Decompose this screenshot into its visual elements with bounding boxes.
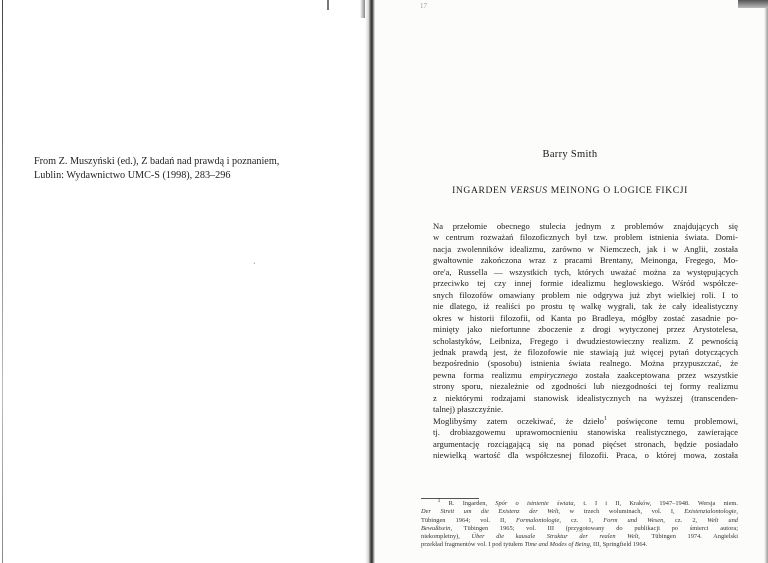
footnote-italic: Der Streit um die Existenz der Welt <box>421 508 559 516</box>
body-text: pewna forma realizmu <box>433 369 530 380</box>
body-line: niewielką wartość dla współczesnej filozofii. Praca, o której mowa, została <box>433 450 738 461</box>
left-page <box>0 0 372 563</box>
footnote-line <box>421 525 738 533</box>
paragraph-2 <box>421 416 738 462</box>
body-line: minięty jako niefortunne zboczenie z drogi wytyczonej przez Arystotelesa, <box>433 324 738 335</box>
margin-tick: ˎ <box>253 255 256 264</box>
footnote-italic: Form und Wesen <box>603 516 664 524</box>
body-line: strony sporu, niezależnie od zgodności lub niezgodności tej formy realizmu <box>433 381 738 392</box>
body-line: z niektórymi rodzajami stanowisk idealistycznych na wyższej (transcenden- <box>433 392 738 403</box>
body-line: okres w historii filozofii, od Kanta po Bradleya, mógłby zostać zasadnie po- <box>433 312 738 323</box>
footnote-italic: Bewußtsein <box>421 524 451 532</box>
body-line: talnej) płaszczyźnie. <box>433 404 504 415</box>
footnote-ref: 1 <box>603 415 607 422</box>
body-line: tj. drobiazgowemu uprawomocnieniu stanowiska realistycznego, zawierające <box>433 427 738 438</box>
footnote-italic: Formalontologie <box>516 516 560 524</box>
article-body <box>421 221 738 462</box>
title-part-2: MEINONG O LOGICE FIKCJI <box>547 185 688 196</box>
footnote-text: R. Ingarden, <box>440 500 496 507</box>
book-spine <box>365 0 375 563</box>
footnote-text: , Tübingen 1965; vol. III (przygotowany do publikacji po śmierci autora; <box>450 524 738 532</box>
footnote-text: , cz. 2, <box>663 516 708 524</box>
body-line: nie dlatego, iż realiści po prostu tę walkę wygrali, tak że cały idealistyczny <box>433 301 738 312</box>
footnote-line <box>421 508 738 516</box>
emphasis-text: empirycznego <box>529 369 578 380</box>
body-line: przeciwko tej czy innej formie idealizmu heglowskiego. Wśród współcze- <box>433 278 738 289</box>
footnote-line <box>421 517 738 525</box>
binding-mark <box>327 0 329 10</box>
body-line: Na przełomie obecnego stulecia jednym z problemów znajdujących się <box>433 221 738 231</box>
body-line <box>421 370 738 381</box>
footnote-line <box>421 541 738 549</box>
citation-line-2: Lublin: Wydawnictwo UMC-S (1998), 283–296 <box>34 169 231 181</box>
footnote-italic: Spór o istnienie świata <box>495 500 574 507</box>
right-page-corner <box>738 0 768 8</box>
footnote-text: , <box>736 508 738 516</box>
footnote-italic: Welt und <box>707 516 738 524</box>
body-text: została zaakceptowana przez wszystkie <box>577 369 738 380</box>
title-part-1: INGARDEN <box>452 185 510 196</box>
body-line: scholastyków, Leibniza, Fregego i dwudziestowieczny realizm. Z pewnością <box>433 335 738 346</box>
footnote-text: , Tübingen 1974. Angielski <box>638 533 738 541</box>
footnotes <box>421 497 738 550</box>
footnote-italic: Über die kausale Struktur der realen Welt <box>471 533 639 541</box>
footnote-italic: Existenzialontologie <box>684 508 737 516</box>
body-line: jednak prawdą jest, że filozofowie nie stawiają już więcej pytań dotyczących <box>433 346 738 357</box>
article-title <box>372 185 768 196</box>
footnote-line <box>421 533 738 541</box>
footnote-text: , w trzech woluminach, vol. I, <box>558 508 685 516</box>
footnote-text: , III, Springfield 1964. <box>589 541 648 549</box>
footnote-text: , t. I i II, Kraków, 1947–1948. Wersja niem. <box>573 500 738 507</box>
body-line: bezpośrednio (sposobu) istnienia świata realnego. Można przypuszczać, że <box>433 358 738 369</box>
footnote-line <box>421 497 738 508</box>
body-line <box>421 416 738 427</box>
paragraph-1 <box>421 221 738 416</box>
article-author: Barry Smith <box>542 149 598 160</box>
body-line: gwałtownie zakończona wraz z pracami Brentany, Meinonga, Fregego, Mo- <box>433 255 738 266</box>
page-mark: 17 <box>420 2 427 10</box>
footnote-text: niekompletny), <box>421 533 472 541</box>
source-citation <box>34 155 354 182</box>
left-page-edge <box>2 0 3 563</box>
title-versus: VERSUS <box>510 185 548 196</box>
body-text: Moglibyśmy zatem oczekiwać, że dzieło <box>433 415 604 426</box>
body-line: nacja zwolenników idealizmu, zarówno w Niemczech, jak i w Anglii, została <box>433 243 738 254</box>
footnote-text: Tübingen 1964; vol. II, <box>421 516 516 524</box>
citation-line-1: From Z. Muszyński (ed.), Z badań nad prawdą i poznaniem, <box>34 156 280 167</box>
footnote-number: 1 <box>437 497 441 504</box>
body-line: argumentację rozciągającą się na ponad pięćset stronach, będzie posiadało <box>433 438 738 449</box>
footnote-italic: Time and Modes of Being <box>524 541 590 549</box>
footnote-text: przekład fragmentów vol. I pod tytułem <box>421 541 525 549</box>
footnote-divider <box>421 498 479 499</box>
body-line: w centrum rozważań filozoficznych był tzw. problem istnienia świata. Domi- <box>433 232 738 243</box>
footnote-text: , cz. 1, <box>559 516 604 524</box>
body-text: poświęcone temu problemowi, <box>606 415 738 426</box>
right-page-edge <box>764 0 768 563</box>
body-line: snych filozofów omawiany problem nie odgrywa już zbyt wielkiej roli. I to <box>433 289 738 300</box>
body-line: ore'a, Russella — wszystkich tych, których uważać można za występujących <box>433 266 738 277</box>
